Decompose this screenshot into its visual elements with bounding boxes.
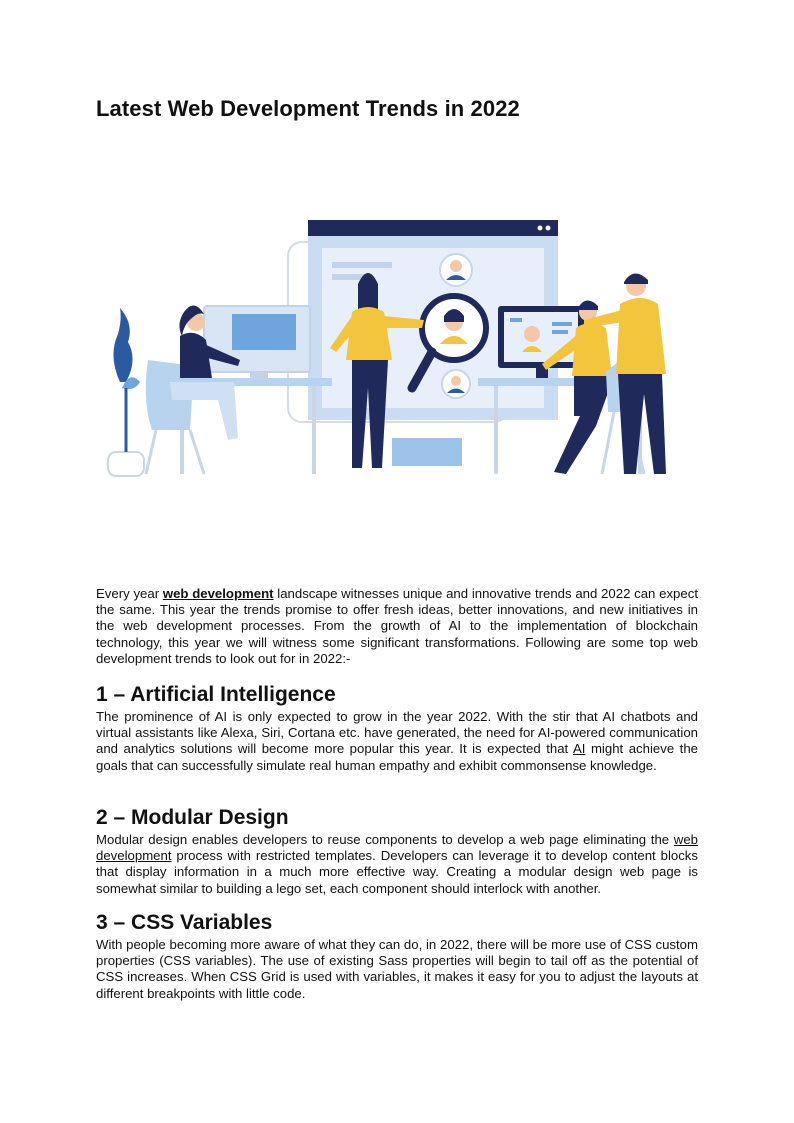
section-heading: 2 – Modular Design xyxy=(96,806,289,829)
section-heading: 1 – Artificial Intelligence xyxy=(96,683,336,706)
web-development-link[interactable]: web development xyxy=(162,586,274,601)
section-artificial-intelligence xyxy=(96,683,698,774)
section-heading: 3 – CSS Variables xyxy=(96,911,273,934)
intro-paragraph xyxy=(96,586,698,667)
section-text: With people becoming more aware of what they can do, in 2022, there will be more use of CSS custom properties (CSS variables). The use of existing Sass properties will begin to tail off as the potential of CSS increases. When CSS Grid is used with variables, it makes it easy for you to adjust the layouts at different breakpoints with little code. xyxy=(96,937,698,1001)
web-development-team-illustration xyxy=(100,212,700,484)
section-text-end: process with restricted templates. Developers can leverage it to develop content blocks that display information in a much more effective way. Creating a modular design web page is somewhat similar to building a lego set, each component should interlock with another. xyxy=(96,848,698,896)
web-development-link[interactable]: web development xyxy=(96,832,698,864)
intro-text-end: landscape witnesses unique and innovative trends and 2022 can expect the same. This year the trends promise to offer fresh ideas, better innovations, and new initiatives in the web development processes. From the growth of AI to the implementation of blockchain technology, this year we will witness some significant transformations. Following are some top web development trends to look out for in 2022:- xyxy=(96,586,698,666)
section-text-start: The prominence of AI is only expected to grow in the year 2022. With the stir that AI chatbots and virtual assistants like Alexa, Siri, Cortana etc. have generated, the need for AI-powered communication and analytics solutions will become more popular this year. It is expected that xyxy=(96,709,698,757)
intro-text-start: Every year xyxy=(96,586,163,601)
page-title: Latest Web Development Trends in 2022 xyxy=(96,96,520,121)
ai-link[interactable]: AI xyxy=(572,741,586,757)
section-text-end: might achieve the goals that can successfully simulate real human empathy and exhibit commonsense knowledge. xyxy=(96,741,698,773)
section-css-variables xyxy=(96,911,698,1002)
section-modular-design xyxy=(96,806,698,897)
section-text-start: Modular design enables developers to reuse components to develop a web page eliminating the xyxy=(96,832,674,847)
